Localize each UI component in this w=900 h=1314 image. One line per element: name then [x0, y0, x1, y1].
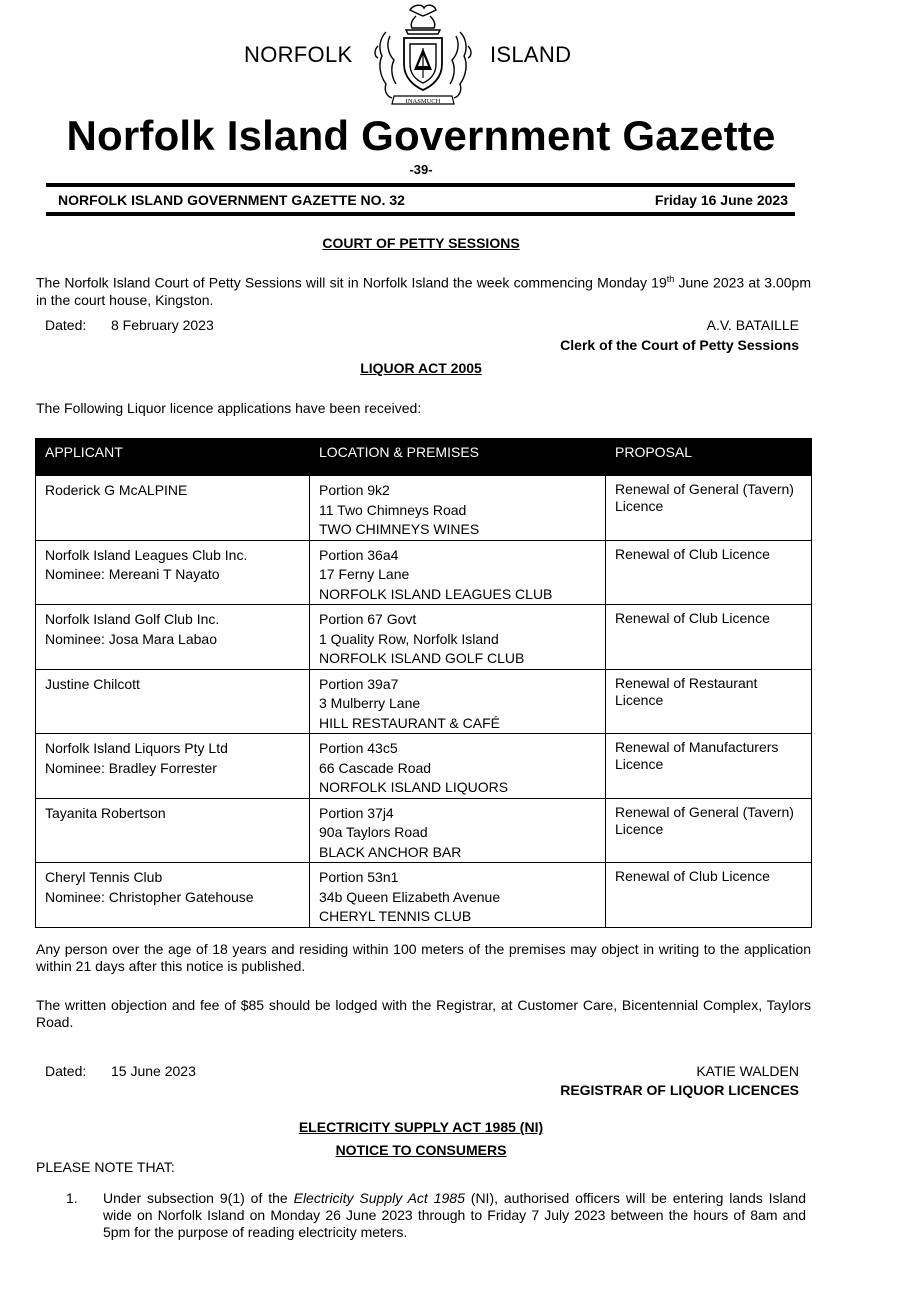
liquor-dated-label: Dated: [45, 1063, 87, 1079]
applicant-cell [36, 798, 310, 863]
location-cell [310, 669, 606, 734]
electricity-heading: ELECTRICITY SUPPLY ACT 1985 (NI) [298, 1119, 544, 1135]
masthead-top-rule [46, 183, 795, 187]
applicant-cell [36, 476, 310, 541]
location-cell-line: 1 Quality Row, Norfolk Island [319, 630, 499, 647]
location-cell-line: NORFOLK ISLAND GOLF CLUB [319, 650, 525, 666]
applicant-cell [36, 863, 310, 928]
location-cell-line: Portion 9k2 [319, 482, 390, 498]
gazette-title: Norfolk Island Government Gazette [66, 112, 776, 159]
location-cell-line: Portion 36a4 [319, 546, 399, 563]
applicant-cell-line: Cheryl Tennis Club [45, 869, 163, 885]
applicant-cell-line: Nominee: Mereani T Nayato [45, 566, 220, 582]
location-cell-line: 11 Two Chimneys Road [319, 501, 467, 518]
location-cell-line: NORFOLK ISLAND LEAGUES CLUB [319, 585, 553, 602]
masthead-right-word: ISLAND [490, 42, 572, 67]
masthead-bottom-rule [46, 212, 795, 216]
location-cell [310, 798, 606, 863]
list-item [36, 1190, 806, 1241]
location-cell-line: BLACK ANCHOR BAR [319, 843, 462, 860]
location-cell-line: Portion 37j4 [319, 804, 394, 821]
applicant-cell-line: Tayanita Robertson [45, 804, 166, 821]
location-cell-line: Portion 39a7 [319, 675, 399, 692]
proposal-cell: Renewal of Manufacturers Licence [606, 734, 812, 799]
location-cell-line: HILL RESTAURANT & CAFÉ [319, 714, 501, 731]
objection-text: Any person over the age of 18 years and residing within 100 meters of the premises may object in writing to the application within 21 days after this notice is published. [36, 941, 811, 974]
electricity-notice-list [36, 1190, 806, 1241]
applicant-cell-line: Nominee: Josa Mara Labao [45, 630, 217, 647]
fee-text: The written objection and fee of $85 should be lodged with the Registrar, at Customer Care, Bicentennial Complex, Taylors Road. [36, 997, 811, 1030]
liquor-signatory: KATIE WALDEN [696, 1063, 799, 1079]
electricity-subheading: NOTICE TO CONSUMERS [335, 1142, 507, 1158]
table-row [36, 476, 812, 541]
applicant-cell [36, 540, 310, 605]
table-row [36, 798, 812, 863]
location-cell-line: 34b Queen Elizabeth Avenue [319, 888, 501, 905]
proposal-cell: Renewal of Club Licence [606, 605, 812, 670]
location-cell [310, 734, 606, 799]
applicant-cell-line: Norfolk Island Golf Club Inc. [45, 611, 220, 627]
liquor-dated-value: 15 June 2023 [111, 1063, 196, 1079]
applicant-cell [36, 734, 310, 799]
proposal-cell: Renewal of General (Tavern) Licence [606, 476, 812, 541]
applicant-cell [36, 669, 310, 734]
table-header-row [36, 439, 812, 476]
list-item-text: Under subsection 9(1) of the Electricity Supply Act 1985 (NI), authorised officers will be entering lands Island wide on Norfolk Island on Monday 26 June 2023 through to Friday 7 July 2023 between the hours of 8am and 5pm for the purpose of reading electricity meters. [103, 1190, 806, 1240]
applicant-cell-line: Roderick G McALPINE [45, 482, 188, 498]
location-cell-line: NORFOLK ISLAND LIQUORS [319, 779, 509, 795]
masthead-left-word: NORFOLK [244, 42, 353, 67]
proposal-cell: Renewal of Club Licence [606, 863, 812, 928]
table-row [36, 669, 812, 734]
table-row [36, 863, 812, 928]
coat-of-arms-icon [366, 2, 480, 106]
location-cell [310, 540, 606, 605]
table-row [36, 605, 812, 670]
location-cell [310, 605, 606, 670]
location-cell-line: 3 Mulberry Lane [319, 695, 421, 711]
location-cell-line: CHERYL TENNIS CLUB [319, 908, 472, 924]
table-row [36, 734, 812, 799]
location-cell-line: Portion 67 Govt [319, 611, 417, 627]
applicant-cell-line: Justine Chilcott [45, 675, 140, 692]
applicant-cell-line: Nominee: Christopher Gatehouse [45, 888, 254, 905]
gazette-date: Friday 16 June 2023 [654, 192, 788, 208]
location-cell-line: Portion 53n1 [319, 869, 399, 885]
location-cell [310, 476, 606, 541]
liquor-heading: LIQUOR ACT 2005 [360, 360, 482, 376]
column-header-location: LOCATION & PREMISES [310, 439, 606, 476]
court-heading: COURT OF PETTY SESSIONS [322, 235, 520, 251]
court-dated-value: 8 February 2023 [111, 317, 214, 333]
location-cell-line: Portion 43c5 [319, 740, 398, 756]
liquor-signatory-title: REGISTRAR OF LIQUOR LICENCES [560, 1082, 799, 1098]
applicant-cell-line: Nominee: Bradley Forrester [45, 759, 217, 776]
page-number: -39- [409, 162, 433, 177]
applicant-cell [36, 605, 310, 670]
gazette-number: NORFOLK ISLAND GOVERNMENT GAZETTE NO. 32 [58, 192, 405, 208]
liquor-applications-table [35, 438, 812, 928]
column-header-proposal: PROPOSAL [606, 439, 812, 476]
location-cell-line: 90a Taylors Road [319, 824, 428, 840]
court-signatory-title: Clerk of the Court of Petty Sessions [560, 337, 799, 353]
column-header-applicant: APPLICANT [36, 439, 310, 476]
liquor-intro: The Following Liquor licence applications have been received: [36, 400, 422, 416]
court-notice-text: The Norfolk Island Court of Petty Sessions will sit in Norfolk Island the week commencing Monday 19th June 2023 at 3.00pm in the court house, Kingston. [36, 274, 811, 308]
proposal-cell: Renewal of General (Tavern) Licence [606, 798, 812, 863]
applicant-cell-line: Norfolk Island Liquors Pty Ltd [45, 740, 228, 756]
location-cell-line: TWO CHIMNEYS WINES [319, 521, 480, 537]
table-row [36, 540, 812, 605]
court-dated-label: Dated: [45, 317, 87, 333]
proposal-cell: Renewal of Restaurant Licence [606, 669, 812, 734]
proposal-cell: Renewal of Club Licence [606, 540, 812, 605]
gazette-info-bar [58, 192, 788, 208]
please-note-text: PLEASE NOTE THAT: [36, 1159, 175, 1175]
location-cell-line: 66 Cascade Road [319, 759, 432, 776]
list-item-number: 1. [66, 1190, 78, 1206]
location-cell-line: 17 Ferny Lane [319, 566, 410, 582]
location-cell [310, 863, 606, 928]
crest-motto: INASMUCH [405, 98, 441, 105]
court-signatory: A.V. BATAILLE [706, 317, 799, 333]
applicant-cell-line: Norfolk Island Leagues Club Inc. [45, 546, 248, 563]
